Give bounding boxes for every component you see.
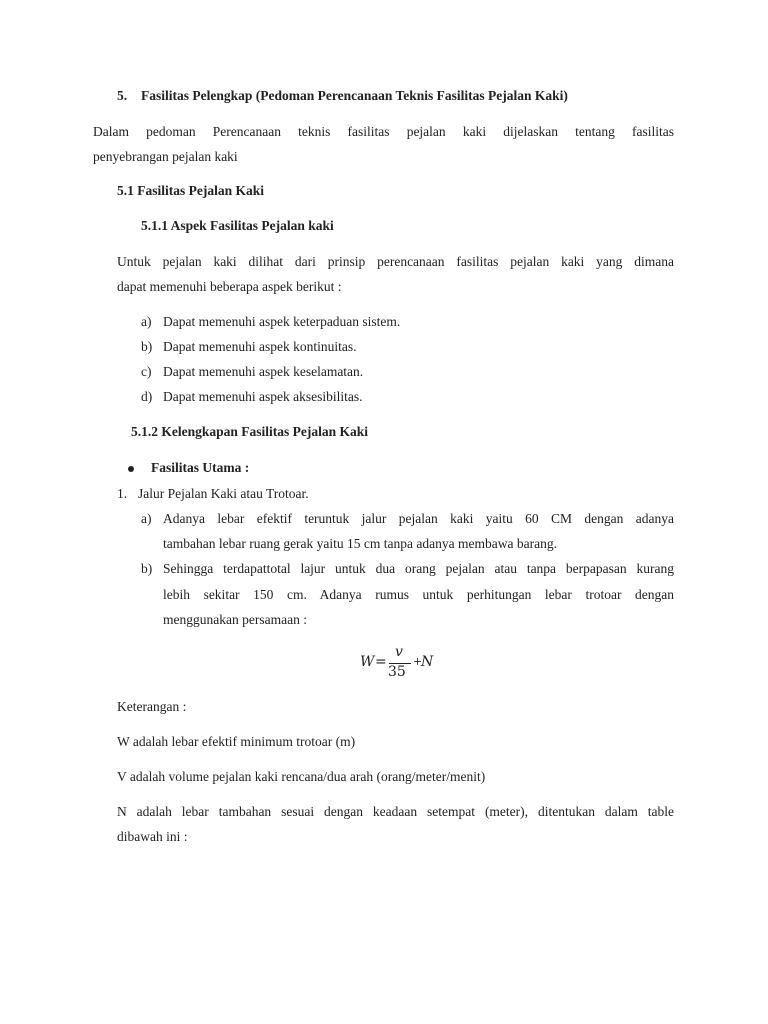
- sub-a-marker: a): [141, 511, 152, 526]
- bullet-label: Fasilitas Utama :: [151, 460, 250, 475]
- width-formula: [360, 644, 440, 680]
- formula-plus: +: [413, 655, 423, 668]
- item-1-marker: 1.: [117, 486, 128, 501]
- sub-b-line-1: Sehingga terdapattotal lajur untuk dua orang pejalan atau tanpa berpapasan kurang: [163, 561, 674, 576]
- note-n-line-1: N adalah lebar tambahan sesuai dengan keadaan setempat (meter), ditentukan dalam table: [117, 804, 674, 819]
- section-5-1-1-title: 5.1.1 Aspek Fasilitas Pejalan kaki: [141, 218, 334, 233]
- heading-number: 5.: [117, 88, 128, 103]
- sub-b-marker: b): [141, 561, 153, 576]
- para-5-1-1-line-2: dapat memenuhi beberapa aspek berikut :: [117, 279, 342, 294]
- para-5-1-1-line-1: Untuk pejalan kaki dilihat dari prinsip perencanaan fasilitas pejalan kaki yang dimana: [117, 254, 674, 269]
- formula-numerator: v: [395, 644, 403, 660]
- aspect-text-b: Dapat memenuhi aspek kontinuitas.: [163, 339, 357, 354]
- aspect-text-c: Dapat memenuhi aspek keselamatan.: [163, 364, 364, 379]
- note-v: V adalah volume pejalan kaki rencana/dua arah (orang/meter/menit): [117, 769, 486, 784]
- intro-line-2: penyebrangan pejalan kaki: [93, 149, 238, 164]
- aspect-text-d: Dapat memenuhi aspek aksesibilitas.: [163, 389, 363, 404]
- note-w: W adalah lebar efektif minimum trotoar (m): [117, 734, 356, 749]
- aspect-marker-a: a): [141, 314, 152, 329]
- formula-rhs: N: [421, 654, 434, 670]
- note-n-line-2: dibawah ini :: [117, 829, 188, 844]
- formula-equals: =: [375, 654, 387, 670]
- sub-a-line-1: Adanya lebar efektif teruntuk jalur pejalan kaki yaitu 60 CM dengan adanya: [163, 511, 674, 526]
- formula-denominator: 35: [388, 664, 406, 680]
- aspect-text-a: Dapat memenuhi aspek keterpaduan sistem.: [163, 314, 401, 329]
- keterangan-label: Keterangan :: [117, 699, 187, 714]
- heading-title: Fasilitas Pelengkap (Pedoman Perencanaan Teknis Fasilitas Pejalan Kaki): [141, 88, 568, 103]
- intro-line-1: Dalam pedoman Perencanaan teknis fasilitas pejalan kaki dijelaskan tentang fasilitas: [93, 124, 674, 139]
- sub-b-line-3: menggunakan persamaan :: [163, 612, 307, 627]
- item-1-text: Jalur Pejalan Kaki atau Trotoar.: [138, 486, 309, 501]
- section-5-1-2-title: 5.1.2 Kelengkapan Fasilitas Pejalan Kaki: [131, 424, 369, 439]
- formula-lhs: W: [360, 654, 375, 670]
- aspect-marker-c: c): [141, 364, 152, 379]
- sub-b-line-2: lebih sekitar 150 cm. Adanya rumus untuk perhitungan lebar trotoar dengan: [163, 587, 674, 602]
- aspect-marker-b: b): [141, 339, 153, 354]
- aspect-marker-d: d): [141, 389, 153, 404]
- sub-a-line-2: tambahan lebar ruang gerak yaitu 15 cm tanpa adanya membawa barang.: [163, 536, 557, 551]
- section-5-1-title: 5.1 Fasilitas Pejalan Kaki: [117, 183, 265, 198]
- bullet-icon: [128, 466, 134, 472]
